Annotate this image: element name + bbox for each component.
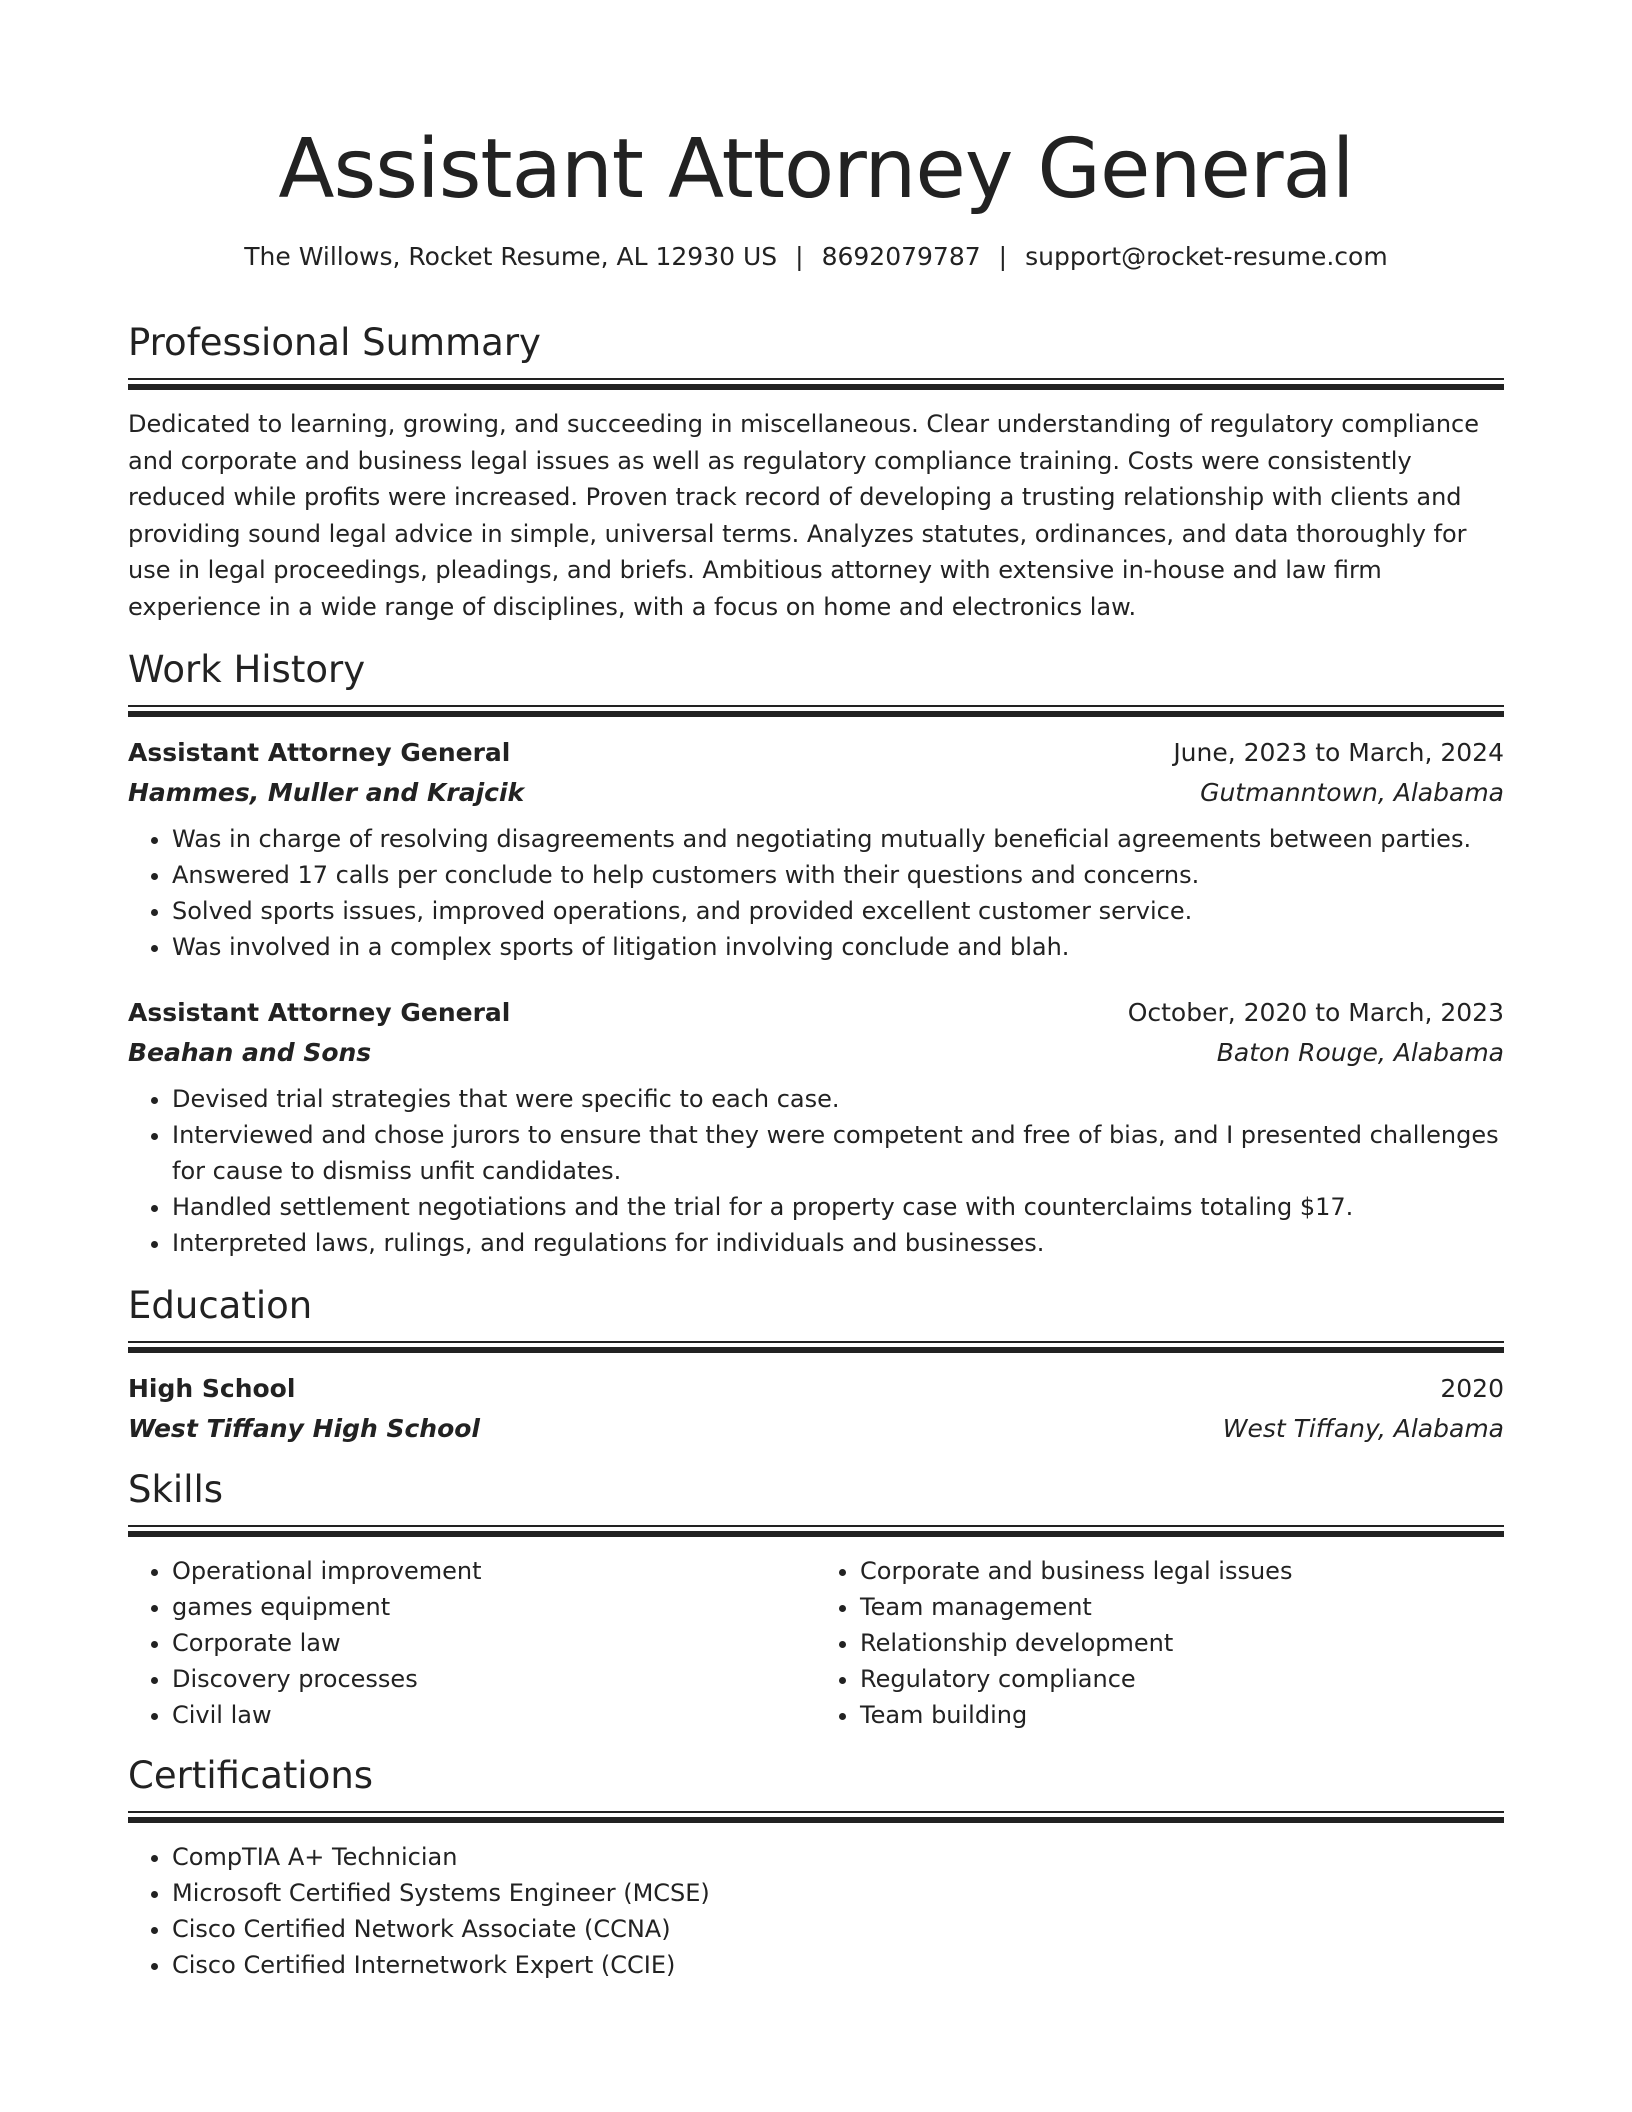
education-location: West Tiffany, Alabama [1222,1414,1504,1443]
contact-phone: 8692079787 [821,242,981,271]
education-school: West Tiffany High School [128,1414,481,1443]
section-divider [128,705,1504,717]
list-item: • Relationship development [860,1625,1504,1661]
job-bullets [128,821,1504,965]
job-subheader [128,1033,1504,1073]
list-item: • Operational improvement [172,1553,816,1589]
list-item: • Corporate and business legal issues [860,1553,1504,1589]
list-item: • Handled settlement negotiations and the trial for a property case with counterclaims totaling $17. [172,1189,1504,1225]
job-position: Assistant Attorney General [128,738,511,767]
section-title-summary: Professional Summary [128,321,541,364]
job-location: Baton Rouge, Alabama [1216,1038,1504,1067]
job-location: Gutmanntown, Alabama [1200,778,1504,807]
list-item: • Corporate law [172,1625,816,1661]
section-divider [128,1525,1504,1537]
skills-list-right [816,1553,1504,1733]
list-item: • Cisco Certified Internetwork Expert (CCIE) [172,1947,1504,1983]
job-header [128,733,1504,773]
list-item: • Answered 17 calls per conclude to help customers with their questions and concerns. [172,857,1504,893]
section-divider [128,1341,1504,1353]
job-company: Hammes, Muller and Krajcik [128,778,525,807]
job-bullets [128,1081,1504,1261]
certifications-list [128,1839,1504,1983]
list-item: • Regulatory compliance [860,1661,1504,1697]
resume-name: Assistant Attorney General [278,122,1354,217]
education-year: 2020 [1440,1374,1504,1403]
job-entry [128,993,1504,1261]
list-item: • Was in charge of resolving disagreements and negotiating mutually beneficial agreements between parties. [172,821,1504,857]
job-company: Beahan and Sons [128,1038,372,1067]
list-item: • Solved sports issues, improved operations, and provided excellent customer service. [172,893,1504,929]
section-title-education: Education [128,1284,313,1327]
education-header [128,1369,1504,1409]
list-item: • CompTIA A+ Technician [172,1839,1504,1875]
job-dates: October, 2020 to March, 2023 [1127,998,1504,1027]
contact-line [128,240,1504,274]
section-title-certifications: Certifications [128,1754,374,1797]
section-title-work: Work History [128,648,366,691]
job-subheader [128,773,1504,813]
list-item: • Team building [860,1697,1504,1733]
summary-text: Dedicated to learning, growing, and succeeding in miscellaneous. Clear understanding of regulatory compliance and corporate and business legal issues as well as regulatory compliance training. Costs were consistently reduced while profits were increased. Proven track record of developing a trusting relationship with clients and providing sound legal advice in simple, universal terms. Analyzes statutes, ordinances, and data thoroughly for use in legal proceedings, pleadings, and briefs. Ambitious attorney with extensive in-house and law firm experience in a wide range of disciplines, with a focus on home and electronics law. [128,410,1480,621]
section-divider [128,1811,1504,1823]
job-header [128,993,1504,1033]
section-title-skills: Skills [128,1468,224,1511]
education-degree: High School [128,1374,296,1403]
skills-list-left [128,1553,816,1733]
list-item: • Devised trial strategies that were specific to each case. [172,1081,1504,1117]
contact-separator: | [998,242,1008,271]
list-item: • Civil law [172,1697,816,1733]
resume-page [128,0,1504,1983]
job-entry [128,733,1504,965]
list-item: • Team management [860,1589,1504,1625]
list-item: • Was involved in a complex sports of litigation involving conclude and blah. [172,929,1504,965]
list-item: • Interpreted laws, rulings, and regulations for individuals and businesses. [172,1225,1504,1261]
list-item: • Microsoft Certified Systems Engineer (MCSE) [172,1875,1504,1911]
section-divider [128,378,1504,390]
list-item: • games equipment [172,1589,816,1625]
job-dates: June, 2023 to March, 2024 [1173,738,1504,767]
contact-email: support@rocket-resume.com [1025,242,1388,271]
education-subheader [128,1409,1504,1449]
list-item: • Cisco Certified Network Associate (CCNA) [172,1911,1504,1947]
list-item: • Interviewed and chose jurors to ensure that they were competent and free of bias, and I presented challenges for cause to dismiss unfit candidates. [172,1117,1504,1189]
job-position: Assistant Attorney General [128,998,511,1027]
contact-separator: | [795,242,804,271]
contact-address: The Willows, Rocket Resume, AL 12930 US [244,242,778,271]
list-item: • Discovery processes [172,1661,816,1697]
skills-columns [128,1553,1504,1733]
